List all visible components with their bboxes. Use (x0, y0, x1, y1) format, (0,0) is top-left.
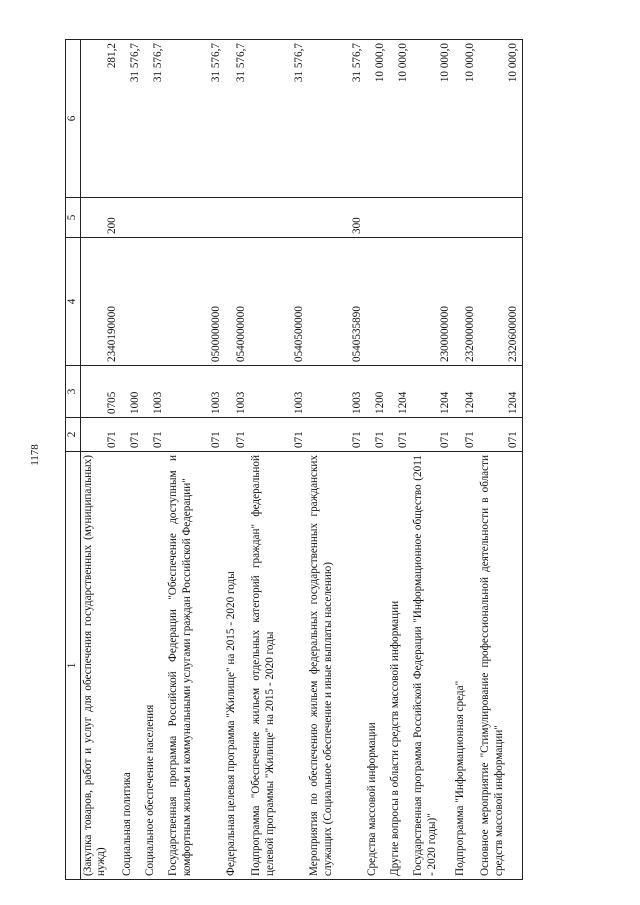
table-row (365, 40, 388, 880)
row-target-code: 2340190000 (80, 238, 120, 366)
table-header-row (66, 40, 81, 880)
row-ministry-code: 071 (453, 418, 478, 452)
row-section-code: 1003 (143, 366, 166, 418)
row-target-code: 0540535890 (307, 238, 365, 366)
row-ministry-code: 071 (365, 418, 388, 452)
row-name: Подпрограмма "Обеспечение жильем отдельных категорий граждан" федеральной целевой программы "Жилище" на 2015 - 2020 годы (249, 452, 307, 880)
row-target-code: 0540500000 (249, 238, 307, 366)
row-expense-type (388, 198, 411, 238)
rotated-page-content (65, 40, 585, 880)
row-section-code: 1200 (365, 366, 388, 418)
table-row (80, 40, 120, 880)
row-expense-type: 300 (307, 198, 365, 238)
row-section-code: 1003 (166, 366, 224, 418)
row-section-code: 1003 (224, 366, 249, 418)
row-expense-type (453, 198, 478, 238)
column-header: 3 (66, 366, 81, 418)
row-ministry-code: 071 (80, 418, 120, 452)
row-ministry-code: 071 (307, 418, 365, 452)
row-name: Основное мероприятие "Стимулирование профессиональной деятельности в области средств массовой информации" (478, 452, 522, 880)
column-header: 6 (66, 40, 81, 198)
row-ministry-code: 071 (411, 418, 453, 452)
row-name: Социальное обеспечение населения (143, 452, 166, 880)
row-target-code: 2320600000 (478, 238, 522, 366)
row-ministry-code: 071 (120, 418, 143, 452)
row-target-code: 0500000000 (166, 238, 224, 366)
row-target-code: 2300000000 (411, 238, 453, 366)
table-row (453, 40, 478, 880)
row-ministry-code: 071 (166, 418, 224, 452)
row-ministry-code: 071 (478, 418, 522, 452)
row-section-code: 1204 (411, 366, 453, 418)
row-target-code (365, 238, 388, 366)
row-ministry-code: 071 (388, 418, 411, 452)
row-amount: 31 576,7 (120, 40, 143, 198)
table-row (307, 40, 365, 880)
row-ministry-code: 071 (224, 418, 249, 452)
row-section-code: 0705 (80, 366, 120, 418)
row-amount: 10 000,0 (411, 40, 453, 198)
row-amount: 31 576,7 (166, 40, 224, 198)
row-expense-type (120, 198, 143, 238)
page-number: 1178 (29, 444, 41, 466)
row-expense-type (365, 198, 388, 238)
column-header: 4 (66, 238, 81, 366)
table-row (411, 40, 453, 880)
column-header: 5 (66, 198, 81, 238)
row-section-code: 1204 (478, 366, 522, 418)
row-amount: 31 576,7 (224, 40, 249, 198)
table-row (143, 40, 166, 880)
row-amount: 10 000,0 (453, 40, 478, 198)
row-target-code (120, 238, 143, 366)
row-expense-type (411, 198, 453, 238)
row-name: Мероприятия по обеспечению жильем федеральных государственных гражданских служащих (Социальное обеспечение и иные выплаты населению) (307, 452, 365, 880)
table-row (120, 40, 143, 880)
row-ministry-code: 071 (249, 418, 307, 452)
table-row (249, 40, 307, 880)
row-section-code: 1204 (388, 366, 411, 418)
table-row (388, 40, 411, 880)
table-row (478, 40, 522, 880)
row-target-code (143, 238, 166, 366)
row-section-code: 1000 (120, 366, 143, 418)
table-row (166, 40, 224, 880)
row-name: Подпрограмма "Информационная среда" (453, 452, 478, 880)
row-section-code: 1204 (453, 366, 478, 418)
column-header: 1 (66, 452, 81, 880)
row-expense-type (143, 198, 166, 238)
row-amount: 10 000,0 (388, 40, 411, 198)
row-expense-type (478, 198, 522, 238)
row-amount: 31 576,7 (307, 40, 365, 198)
row-expense-type (224, 198, 249, 238)
table-row (224, 40, 249, 880)
row-name: Средства массовой информации (365, 452, 388, 880)
row-expense-type (249, 198, 307, 238)
column-header: 2 (66, 418, 81, 452)
row-amount: 31 576,7 (143, 40, 166, 198)
row-amount: 10 000,0 (365, 40, 388, 198)
budget-table (65, 39, 523, 880)
row-expense-type (166, 198, 224, 238)
row-target-code: 0540000000 (224, 238, 249, 366)
row-name: Государственная программа Российской Федерации "Информационное общество (2011 - 2020 годы)" (411, 452, 453, 880)
row-name: Другие вопросы в области средств массовой информации (388, 452, 411, 880)
row-name: Социальная политика (120, 452, 143, 880)
row-name: Государственная программа Российской Федерации "Обеспечение доступным и комфортным жильем и коммунальными услугами граждан Российской Федерации" (166, 452, 224, 880)
row-expense-type: 200 (80, 198, 120, 238)
row-section-code: 1003 (307, 366, 365, 418)
row-section-code: 1003 (249, 366, 307, 418)
row-amount: 10 000,0 (478, 40, 522, 198)
row-ministry-code: 071 (143, 418, 166, 452)
row-name: (Закупка товаров, работ и услуг для обеспечения государственных (муниципальных) нужд) (80, 452, 120, 880)
row-target-code (388, 238, 411, 366)
row-amount: 281,2 (80, 40, 120, 198)
row-name: Федеральная целевая программа "Жилище" на 2015 - 2020 годы (224, 452, 249, 880)
row-amount: 31 576,7 (249, 40, 307, 198)
row-target-code: 2320000000 (453, 238, 478, 366)
